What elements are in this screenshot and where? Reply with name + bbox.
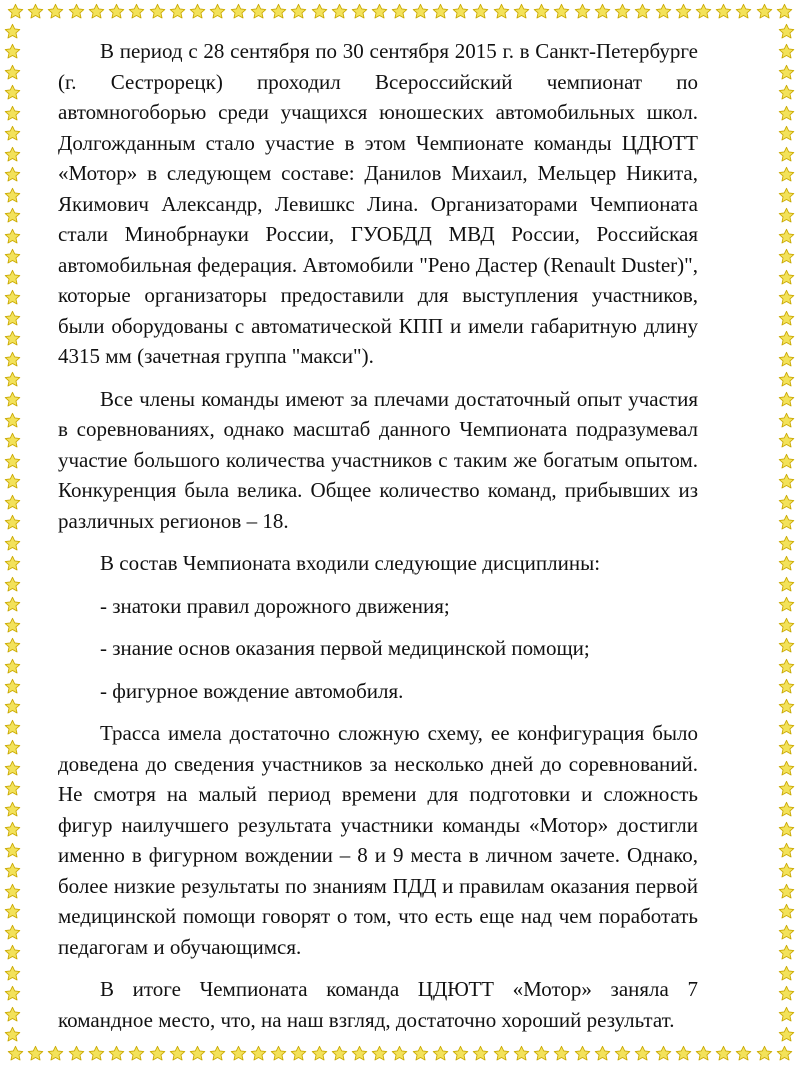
star-icon bbox=[777, 186, 796, 205]
star-icon bbox=[777, 431, 796, 450]
paragraph-disciplines-heading: В состав Чемпионата входили следующие дисциплины: bbox=[100, 551, 601, 575]
star-icon bbox=[3, 841, 22, 860]
star-border-right bbox=[777, 22, 797, 1044]
star-icon bbox=[3, 820, 22, 839]
star-icon bbox=[3, 165, 22, 184]
star-icon bbox=[107, 2, 126, 21]
star-icon bbox=[777, 227, 796, 246]
star-icon bbox=[3, 657, 22, 676]
star-icon bbox=[552, 2, 571, 21]
star-icon bbox=[777, 677, 796, 696]
star-icon bbox=[777, 820, 796, 839]
star-icon bbox=[3, 513, 22, 532]
star-icon bbox=[3, 288, 22, 307]
star-icon bbox=[208, 2, 227, 21]
star-icon bbox=[431, 2, 450, 21]
star-icon bbox=[229, 2, 248, 21]
star-icon bbox=[168, 2, 187, 21]
star-icon bbox=[654, 2, 673, 21]
star-icon bbox=[3, 595, 22, 614]
star-icon bbox=[3, 964, 22, 983]
paragraph-track: Трасса имела достаточно сложную схему, ее конфигурация было доведена до сведения участников за несколько дней до соревнований. Не смотря на малый период времени для подготовки и сложность фигур наилучшего результата участники команды «Мотор» достигли именно в фигурном вождении – 8 и 9 места в личном зачете. Однако, более низкие результаты по знаниям ПДД и правилам оказания первой медицинской помощи говорят о том, что есть еще над чем поработать педагогам и обучающимся. bbox=[58, 721, 698, 959]
star-icon bbox=[777, 83, 796, 102]
star-icon bbox=[370, 2, 389, 21]
star-icon bbox=[3, 472, 22, 491]
star-icon bbox=[411, 2, 430, 21]
star-icon bbox=[451, 2, 470, 21]
star-icon bbox=[532, 2, 551, 21]
star-icon bbox=[694, 2, 713, 21]
star-icon bbox=[777, 779, 796, 798]
star-icon bbox=[3, 636, 22, 655]
star-icon bbox=[777, 165, 796, 184]
star-icon bbox=[3, 145, 22, 164]
star-icon bbox=[777, 964, 796, 983]
star-icon bbox=[3, 575, 22, 594]
star-icon bbox=[148, 2, 167, 21]
star-icon bbox=[777, 124, 796, 143]
star-icon bbox=[777, 616, 796, 635]
star-icon bbox=[777, 63, 796, 82]
star-icon bbox=[613, 2, 632, 21]
star-icon bbox=[3, 616, 22, 635]
star-icon bbox=[777, 902, 796, 921]
star-border-left bbox=[3, 22, 23, 1044]
star-icon bbox=[3, 718, 22, 737]
star-icon bbox=[269, 2, 288, 21]
star-icon bbox=[188, 2, 207, 21]
star-icon bbox=[674, 2, 693, 21]
star-icon bbox=[777, 636, 796, 655]
star-icon bbox=[3, 882, 22, 901]
star-icon bbox=[3, 227, 22, 246]
star-icon bbox=[3, 22, 22, 41]
star-icon bbox=[777, 1025, 796, 1044]
star-icon bbox=[777, 145, 796, 164]
star-icon bbox=[777, 513, 796, 532]
paragraph-experience: Все члены команды имеют за плечами достаточный опыт участия в соревнованиях, однако масштаб данного Чемпионата подразумевал участие большого количества участников с таким же богатым опытом. Конкуренция была велика. Общее количество команд, прибывших из различных регионов – 18. bbox=[58, 386, 698, 533]
star-icon bbox=[67, 2, 86, 21]
star-border-bottom bbox=[6, 1044, 794, 1064]
star-icon bbox=[714, 1044, 733, 1063]
star-icon bbox=[777, 104, 796, 123]
star-icon bbox=[3, 800, 22, 819]
star-icon bbox=[777, 984, 796, 1003]
star-icon bbox=[3, 1025, 22, 1044]
star-icon bbox=[3, 697, 22, 716]
star-icon bbox=[26, 1044, 45, 1063]
star-icon bbox=[734, 2, 753, 21]
star-icon bbox=[3, 42, 22, 61]
star-border-top bbox=[6, 2, 794, 22]
star-icon bbox=[350, 2, 369, 21]
star-icon bbox=[3, 390, 22, 409]
star-icon bbox=[3, 104, 22, 123]
star-icon bbox=[777, 247, 796, 266]
paragraph-intro: В период с 28 сентября по 30 сентября 2015 г. в Санкт-Петербурге (г. Сестрорецк) проходил Всероссийский чемпионат по автомногоборью среди учащихся юношеских автомобильных школ. Долгожданным стало участие в этом Чемпионате команды ЦДЮТТ «Мотор» в следующем составе: Данилов Михаил, Мельцер Никита, Якимович Александр, Левишкс Лина. Организаторами Чемпионата стали Минобрнауки России, ГУОБДД МВД России, Российская автомобильная федерация. Автомобили "Рено Дастер (Renault Duster)", которые организаторы предоставили для выступления участников, были оборудованы с автоматической КПП и имели габаритную длину 4315 мм (зачетная группа "макси"). bbox=[58, 39, 698, 368]
star-icon bbox=[289, 2, 308, 21]
star-icon bbox=[3, 861, 22, 880]
star-icon bbox=[3, 124, 22, 143]
star-icon bbox=[310, 2, 329, 21]
star-icon bbox=[777, 42, 796, 61]
star-icon bbox=[775, 2, 794, 21]
star-icon bbox=[777, 861, 796, 880]
star-icon bbox=[755, 2, 774, 21]
star-icon bbox=[3, 493, 22, 512]
star-icon bbox=[390, 2, 409, 21]
star-icon bbox=[777, 206, 796, 225]
star-icon bbox=[3, 923, 22, 942]
star-icon bbox=[633, 2, 652, 21]
star-icon bbox=[777, 882, 796, 901]
star-icon bbox=[777, 268, 796, 287]
star-icon bbox=[777, 595, 796, 614]
star-icon bbox=[777, 800, 796, 819]
star-icon bbox=[3, 902, 22, 921]
star-icon bbox=[777, 493, 796, 512]
list-item-first-aid: - знание основ оказания первой медицинской помощи; bbox=[100, 636, 590, 660]
star-icon bbox=[3, 206, 22, 225]
star-icon bbox=[777, 452, 796, 471]
star-icon bbox=[777, 923, 796, 942]
star-icon bbox=[3, 452, 22, 471]
paragraph-result: В итоге Чемпионата команда ЦДЮТТ «Мотор» заняла 7 командное место, что, на наш взгляд, достаточно хороший результат. bbox=[58, 977, 698, 1032]
star-icon bbox=[714, 2, 733, 21]
star-icon bbox=[3, 63, 22, 82]
star-icon bbox=[26, 2, 45, 21]
star-icon bbox=[3, 984, 22, 1003]
star-icon bbox=[3, 779, 22, 798]
star-icon bbox=[46, 2, 65, 21]
star-icon bbox=[249, 2, 268, 21]
star-icon bbox=[87, 2, 106, 21]
star-icon bbox=[777, 350, 796, 369]
star-icon bbox=[777, 943, 796, 962]
star-icon bbox=[3, 350, 22, 369]
star-icon bbox=[775, 1044, 794, 1063]
star-icon bbox=[777, 575, 796, 594]
star-icon bbox=[777, 329, 796, 348]
star-icon bbox=[3, 186, 22, 205]
star-icon bbox=[492, 2, 511, 21]
star-icon bbox=[3, 431, 22, 450]
star-icon bbox=[3, 738, 22, 757]
star-icon bbox=[127, 2, 146, 21]
star-icon bbox=[777, 390, 796, 409]
document-body bbox=[58, 36, 698, 1047]
star-icon bbox=[777, 657, 796, 676]
star-icon bbox=[777, 718, 796, 737]
star-icon bbox=[512, 2, 531, 21]
star-icon bbox=[777, 411, 796, 430]
star-icon bbox=[777, 309, 796, 328]
star-icon bbox=[3, 943, 22, 962]
star-icon bbox=[777, 554, 796, 573]
star-icon bbox=[777, 697, 796, 716]
star-icon bbox=[777, 534, 796, 553]
star-icon bbox=[3, 247, 22, 266]
star-icon bbox=[777, 288, 796, 307]
list-item-figure-driving: - фигурное вождение автомобиля. bbox=[100, 678, 404, 703]
star-icon bbox=[3, 370, 22, 389]
star-icon bbox=[3, 268, 22, 287]
star-icon bbox=[330, 2, 349, 21]
star-icon bbox=[3, 83, 22, 102]
star-icon bbox=[6, 2, 25, 21]
star-icon bbox=[3, 329, 22, 348]
list-item-traffic-rules: - знатоки правил дорожного движения; bbox=[100, 593, 450, 618]
star-icon bbox=[3, 411, 22, 430]
star-icon bbox=[777, 841, 796, 860]
star-icon bbox=[777, 472, 796, 491]
star-icon bbox=[777, 759, 796, 778]
star-icon bbox=[777, 738, 796, 757]
star-icon bbox=[3, 554, 22, 573]
star-icon bbox=[777, 370, 796, 389]
star-icon bbox=[755, 1044, 774, 1063]
star-icon bbox=[6, 1044, 25, 1063]
star-icon bbox=[3, 1005, 22, 1024]
star-icon bbox=[3, 759, 22, 778]
star-icon bbox=[593, 2, 612, 21]
star-icon bbox=[777, 1005, 796, 1024]
star-icon bbox=[471, 2, 490, 21]
star-icon bbox=[573, 2, 592, 21]
star-icon bbox=[3, 677, 22, 696]
star-icon bbox=[734, 1044, 753, 1063]
star-icon bbox=[3, 534, 22, 553]
star-icon bbox=[777, 22, 796, 41]
star-icon bbox=[3, 309, 22, 328]
